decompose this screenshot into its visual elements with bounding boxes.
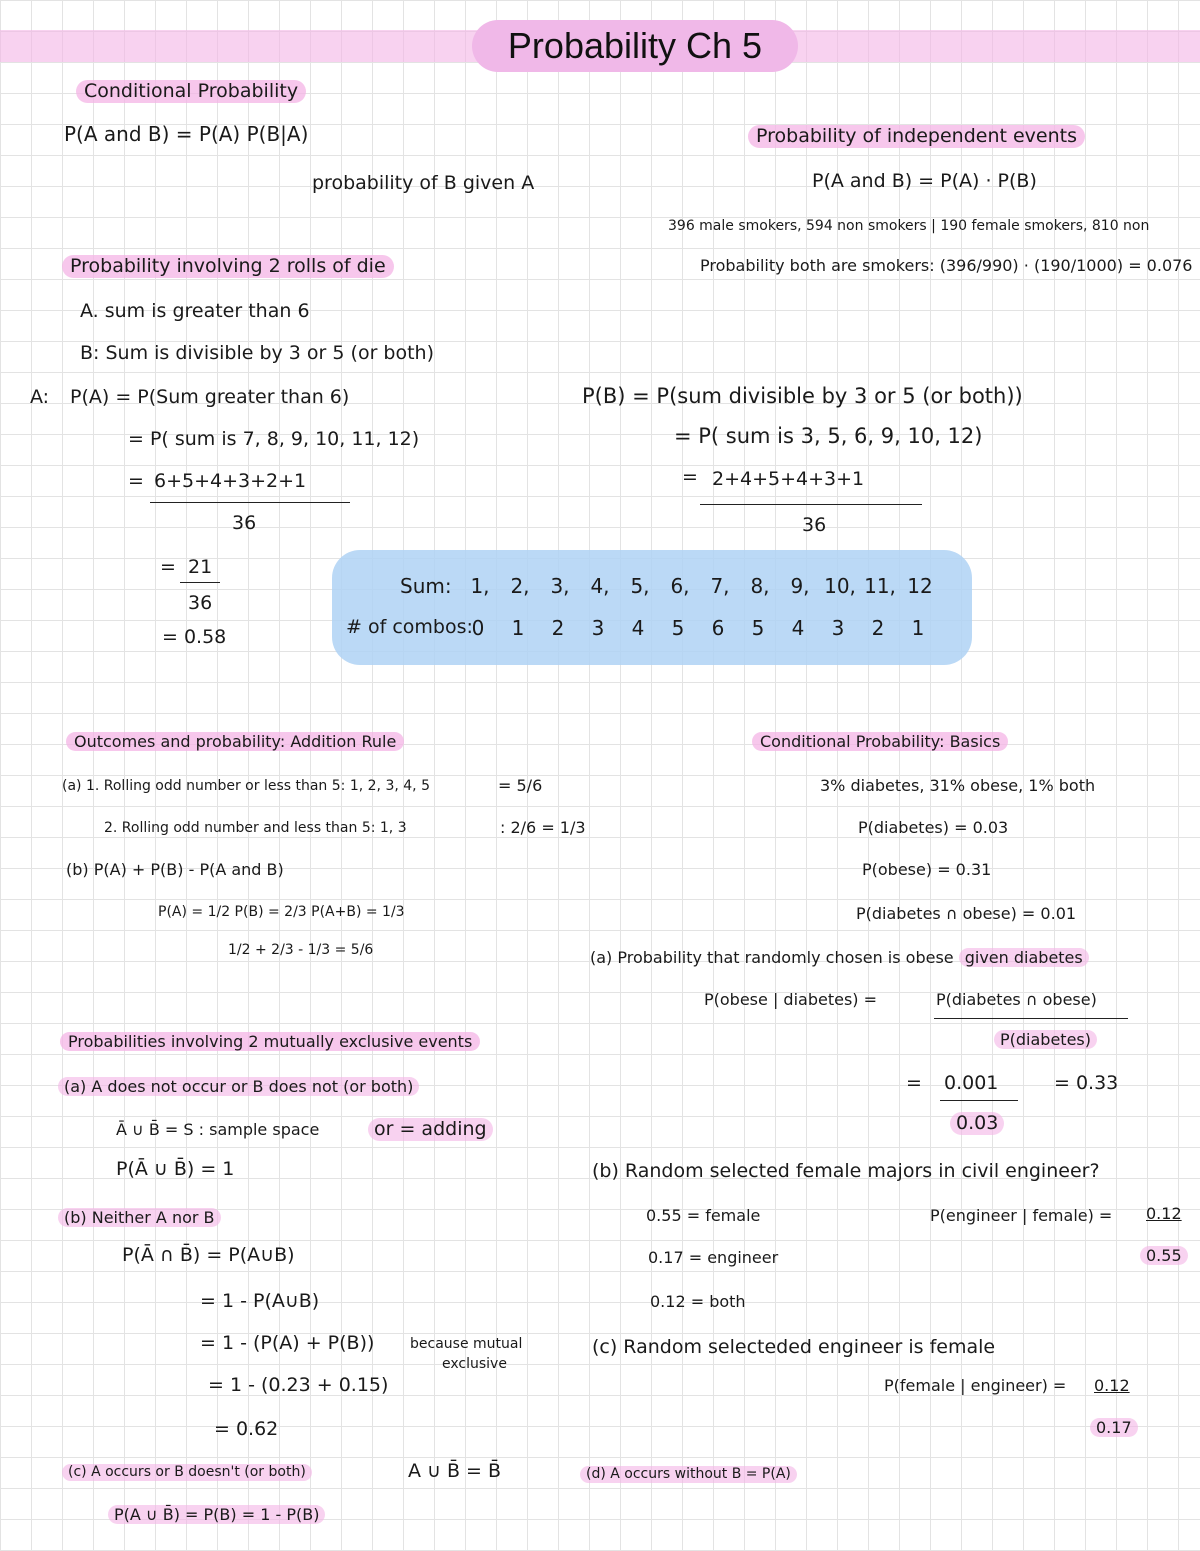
independent-calc-result: = 0.076 xyxy=(1128,256,1193,275)
fraction-bar xyxy=(180,582,220,583)
combo-cell: 4 xyxy=(791,616,805,640)
combo-cell: 3 xyxy=(831,616,845,640)
combo-sum-label: Sum: xyxy=(400,574,452,598)
heading-addition: Outcomes and probability: Addition Rule xyxy=(66,732,404,751)
page-title: Probability Ch 5 xyxy=(472,20,798,72)
basics-a-calc-result: = 0.33 xyxy=(1054,1072,1119,1094)
basics-p2: P(obese) = 0.31 xyxy=(862,860,992,879)
dice-event-b: B: Sum is divisible by 3 or 5 (or both) xyxy=(80,342,435,364)
basics-c-formula: P(female | engineer) = xyxy=(884,1376,1067,1395)
sum-cell: 1, xyxy=(470,574,490,598)
combo-cell: 2 xyxy=(871,616,885,640)
combo-cell: 1 xyxy=(511,616,525,640)
basics-b-formula: P(engineer | female) = xyxy=(930,1206,1113,1225)
dice-b-line2: = P( sum is 3, 5, 6, 9, 10, 12) xyxy=(674,424,983,448)
mutual-b: (b) Neither A nor B xyxy=(58,1208,221,1227)
dice-b-line3-den: 36 xyxy=(802,514,827,536)
basics-a-formula-num: P(diabetes ∩ obese) xyxy=(936,990,1097,1009)
combo-cell: 3 xyxy=(591,616,605,640)
heading-independent: Probability of independent events xyxy=(748,125,1085,148)
dice-a-line2: = P( sum is 7, 8, 9, 10, 11, 12) xyxy=(128,428,420,450)
addition-b3: 1/2 + 2/3 - 1/3 = 5/6 xyxy=(228,942,374,958)
sum-cell: 9, xyxy=(790,574,810,598)
addition-a1: (a) 1. Rolling odd number or less than 5: 1, 2, 3, 4, 5 xyxy=(62,778,430,794)
sum-cell: 10, xyxy=(824,574,856,598)
combo-count-label: # of combos: xyxy=(346,616,473,638)
basics-b-both: 0.12 = both xyxy=(650,1292,746,1311)
dice-b-line1: P(B) = P(sum divisible by 3 or 5 (or both)) xyxy=(582,384,1023,408)
dice-b-line3-num: 2+4+5+4+3+1 xyxy=(712,468,865,490)
combo-cell: 0 xyxy=(471,616,485,640)
mutual-a2: P(Ā ∪ B̄) = 1 xyxy=(116,1158,235,1180)
basics-p3: P(diabetes ∩ obese) = 0.01 xyxy=(856,904,1077,923)
independent-formula: P(A and B) = P(A) · P(B) xyxy=(812,170,1037,192)
basics-c-num: 0.12 xyxy=(1094,1376,1130,1395)
mutual-a: (a) A does not occur or B does not (or both) xyxy=(58,1077,419,1096)
mutual-c1: P(A ∪ B̄) = P(B) = 1 - P(B) xyxy=(108,1505,325,1524)
basics-b: (b) Random selected female majors in civil engineer? xyxy=(592,1160,1100,1182)
basics-a-highlight: given diabetes xyxy=(959,948,1089,967)
dice-a-line1: P(A) = P(Sum greater than 6) xyxy=(70,386,350,408)
heading-conditional: Conditional Probability xyxy=(76,80,306,103)
mutual-b3: = 1 - (P(A) + P(B)) xyxy=(200,1332,375,1354)
heading-mutual: Probabilities involving 2 mutually exclusive events xyxy=(60,1032,480,1051)
independent-calc-a: (396/990) xyxy=(939,256,1019,275)
addition-a1-result: = 5/6 xyxy=(498,776,543,795)
fraction-bar xyxy=(940,1100,1018,1101)
sum-cell: 11, xyxy=(864,574,896,598)
independent-data: 396 male smokers, 594 non smokers | 190 female smokers, 810 non xyxy=(668,218,1150,234)
mutual-c-side: A ∪ B̄ = B̄ xyxy=(408,1460,502,1482)
mutual-b3-note-2: exclusive xyxy=(442,1356,507,1372)
mutual-b3-note-1: because mutual xyxy=(410,1336,523,1352)
combo-count-row xyxy=(458,616,938,640)
conditional-note: probability of B given A xyxy=(312,172,535,194)
combo-cell: 4 xyxy=(631,616,645,640)
fraction-bar xyxy=(150,502,350,503)
combo-sum-row xyxy=(460,574,940,598)
dice-event-a: A. sum is greater than 6 xyxy=(80,300,310,322)
basics-a-calc-den: 0.03 xyxy=(950,1112,1004,1135)
sum-cell: 5, xyxy=(630,574,650,598)
basics-a-formula-den: P(diabetes) xyxy=(994,1030,1097,1049)
combo-cell: 6 xyxy=(711,616,725,640)
basics-a-formula-lhs: P(obese | diabetes) = xyxy=(704,990,878,1009)
independent-calc-lead: Probability both are smokers: xyxy=(700,256,935,275)
combo-cell: 2 xyxy=(551,616,565,640)
sum-cell: 8, xyxy=(750,574,770,598)
dice-a-line4-eq: = xyxy=(160,556,176,578)
mutual-b5: = 0.62 xyxy=(214,1418,279,1440)
dice-a-line3-num: 6+5+4+3+2+1 xyxy=(154,470,307,492)
dice-b-line3-eq: = xyxy=(682,466,698,488)
addition-b2: P(A) = 1/2 P(B) = 2/3 P(A+B) = 1/3 xyxy=(158,904,405,920)
basics-a-calc-eq: = xyxy=(906,1072,922,1094)
sum-cell: 12 xyxy=(907,574,933,598)
addition-a2-result: : 2/6 = 1/3 xyxy=(500,818,586,837)
dice-a-line4-den: 36 xyxy=(188,592,213,614)
dice-a-line5: = 0.58 xyxy=(162,626,227,648)
dice-a-line3-den: 36 xyxy=(232,512,257,534)
basics-a xyxy=(590,948,1089,967)
conditional-formula: P(A and B) = P(A) P(B|A) xyxy=(64,122,309,146)
basics-c-text: (c) Random selecteded engineer is female xyxy=(592,1336,996,1358)
mutual-b4: = 1 - (0.23 + 0.15) xyxy=(208,1374,389,1396)
basics-b-num: 0.12 xyxy=(1146,1204,1182,1223)
combo-cell: 5 xyxy=(751,616,765,640)
combo-cell: 1 xyxy=(911,616,925,640)
addition-a2: 2. Rolling odd number and less than 5: 1, 3 xyxy=(104,820,407,836)
combo-cell: 5 xyxy=(671,616,685,640)
sum-cell: 2, xyxy=(510,574,530,598)
basics-a-lead: (a) Probability that randomly chosen is obese xyxy=(590,948,954,967)
basics-c xyxy=(592,1336,995,1359)
heading-basics: Conditional Probability: Basics xyxy=(752,732,1008,751)
basics-d: (d) A occurs without B = P(A) xyxy=(580,1466,797,1483)
independent-calc-dot: · xyxy=(1023,256,1029,275)
fraction-bar xyxy=(700,504,922,505)
mutual-b1: P(Ā ∩ B̄) = P(A∪B) xyxy=(122,1244,295,1266)
basics-data: 3% diabetes, 31% obese, 1% both xyxy=(820,776,1096,795)
mutual-a1-note: or = adding xyxy=(368,1118,493,1141)
dice-a-line3-eq: = xyxy=(128,470,144,492)
combo-table xyxy=(332,550,972,665)
sum-cell: 7, xyxy=(710,574,730,598)
basics-a-calc-num: 0.001 xyxy=(944,1072,999,1094)
sum-cell: 6, xyxy=(670,574,690,598)
independent-calc-b: (190/1000) xyxy=(1033,256,1124,275)
mutual-b2: = 1 - P(A∪B) xyxy=(200,1290,320,1312)
mutual-a1: Ā ∪ B̄ = S : sample space xyxy=(116,1120,320,1139)
sum-cell: 4, xyxy=(590,574,610,598)
dice-a-label: A: xyxy=(30,386,50,408)
dice-a-line4-num: 21 xyxy=(188,556,213,578)
mutual-c: (c) A occurs or B doesn't (or both) xyxy=(62,1464,312,1481)
independent-calc xyxy=(700,256,1192,275)
addition-b1: (b) P(A) + P(B) - P(A and B) xyxy=(66,860,284,879)
basics-b-engineer: 0.17 = engineer xyxy=(648,1248,779,1267)
basics-p1: P(diabetes) = 0.03 xyxy=(858,818,1009,837)
sum-cell: 3, xyxy=(550,574,570,598)
basics-b-female: 0.55 = female xyxy=(646,1206,761,1225)
basics-c-den: 0.17 xyxy=(1090,1418,1138,1437)
fraction-bar xyxy=(934,1018,1128,1019)
basics-b-den: 0.55 xyxy=(1140,1246,1188,1265)
heading-dice: Probability involving 2 rolls of die xyxy=(62,255,394,278)
